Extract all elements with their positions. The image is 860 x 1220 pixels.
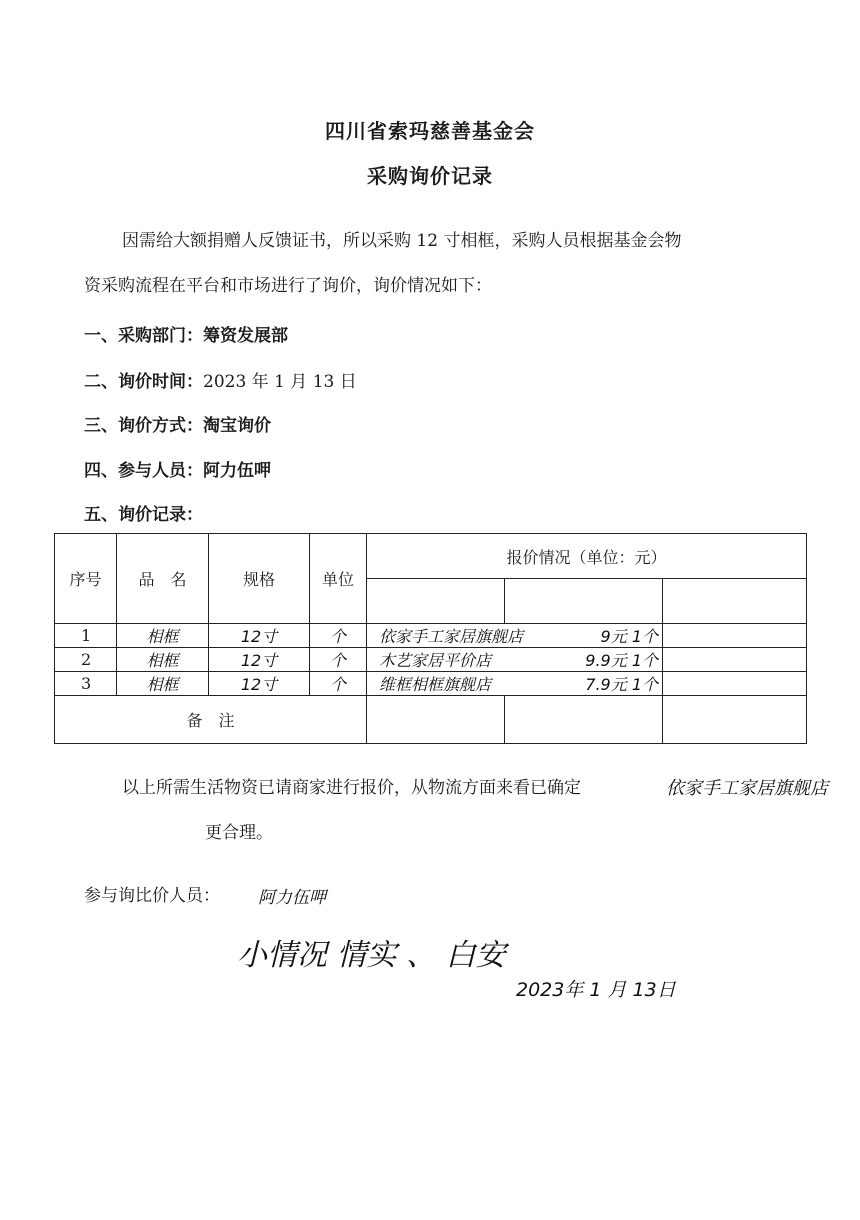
row-no: 1 — [55, 624, 117, 648]
row-name: 相框 — [117, 672, 209, 696]
section-label: 三、询价方式： — [84, 416, 203, 436]
blank-cell — [505, 696, 663, 744]
header-unit: 单位 — [310, 534, 367, 624]
row-unit: 个 — [310, 672, 367, 696]
table-row — [55, 648, 807, 672]
section-label: 四、参与人员： — [84, 461, 203, 481]
section-date — [84, 367, 357, 392]
doc-title: 采购询价记录 — [367, 164, 493, 188]
section-method — [84, 411, 271, 436]
blank-cell — [663, 579, 807, 624]
blank-cell — [505, 579, 663, 624]
table-row — [55, 624, 807, 648]
row-quote — [367, 624, 663, 648]
section-department — [84, 321, 288, 346]
section-value: 筹资发展部 — [203, 326, 288, 346]
inquiry-table — [54, 533, 807, 744]
blank-cell — [663, 624, 807, 648]
row-quote — [367, 672, 663, 696]
row-shop: 依家手工家居旗舰店 — [379, 627, 524, 646]
chosen-shop: 依家手工家居旗舰店 — [666, 778, 828, 799]
row-spec: 12寸 — [209, 648, 310, 672]
blank-cell — [367, 579, 505, 624]
section-value: 淘宝询价 — [203, 416, 271, 436]
section-participants — [84, 456, 271, 481]
table-row — [55, 672, 807, 696]
blank-cell — [367, 696, 505, 744]
row-price: 9.9元 1个 — [585, 651, 658, 670]
section-value: 2023 年 1 月 13 日 — [203, 372, 357, 392]
row-spec: 12寸 — [209, 672, 310, 696]
row-no: 2 — [55, 648, 117, 672]
section-label: 五、询价记录： — [84, 505, 203, 525]
signature-date: 2023年 1 月 13日 — [516, 979, 676, 1001]
section-label: 二、询价时间： — [84, 372, 203, 392]
remark-label: 备 注 — [55, 696, 367, 744]
blank-cell — [663, 648, 807, 672]
header-no: 序号 — [55, 534, 117, 624]
conclusion-line-1: 以上所需生活物资已请商家进行报价，从物流方面来看已确定 — [122, 778, 581, 798]
row-unit: 个 — [310, 624, 367, 648]
row-name: 相框 — [117, 648, 209, 672]
section-label: 一、采购部门： — [84, 326, 203, 346]
intro-line-2: 资采购流程在平台和市场进行了询价，询价情况如下： — [84, 276, 492, 296]
header-spec: 规格 — [209, 534, 310, 624]
blank-cell — [663, 672, 807, 696]
row-shop: 维框相框旗舰店 — [379, 675, 492, 694]
header-name: 品 名 — [117, 534, 209, 624]
org-title: 四川省索玛慈善基金会 — [325, 119, 535, 143]
row-name: 相框 — [117, 624, 209, 648]
row-price: 7.9元 1个 — [585, 675, 658, 694]
row-quote — [367, 648, 663, 672]
conclusion-line-2: 更合理。 — [205, 823, 273, 843]
row-price: 9元 1个 — [600, 627, 658, 646]
participant-signature: 阿力伍呷 — [258, 888, 326, 908]
signature-label: 参与询比价人员： — [84, 886, 220, 906]
row-spec: 12寸 — [209, 624, 310, 648]
blank-cell — [663, 696, 807, 744]
intro-line-1: 因需给大额捐赠人反馈证书，所以采购 12 寸相框，采购人员根据基金会物 — [122, 231, 682, 251]
row-unit: 个 — [310, 648, 367, 672]
row-shop: 木艺家居平价店 — [379, 651, 492, 670]
header-quote: 报价情况（单位：元） — [367, 534, 807, 579]
section-records — [84, 500, 203, 525]
section-value: 阿力伍呷 — [203, 461, 271, 481]
other-signatures: 小情况 情实 、 白安 — [237, 938, 506, 973]
row-no: 3 — [55, 672, 117, 696]
